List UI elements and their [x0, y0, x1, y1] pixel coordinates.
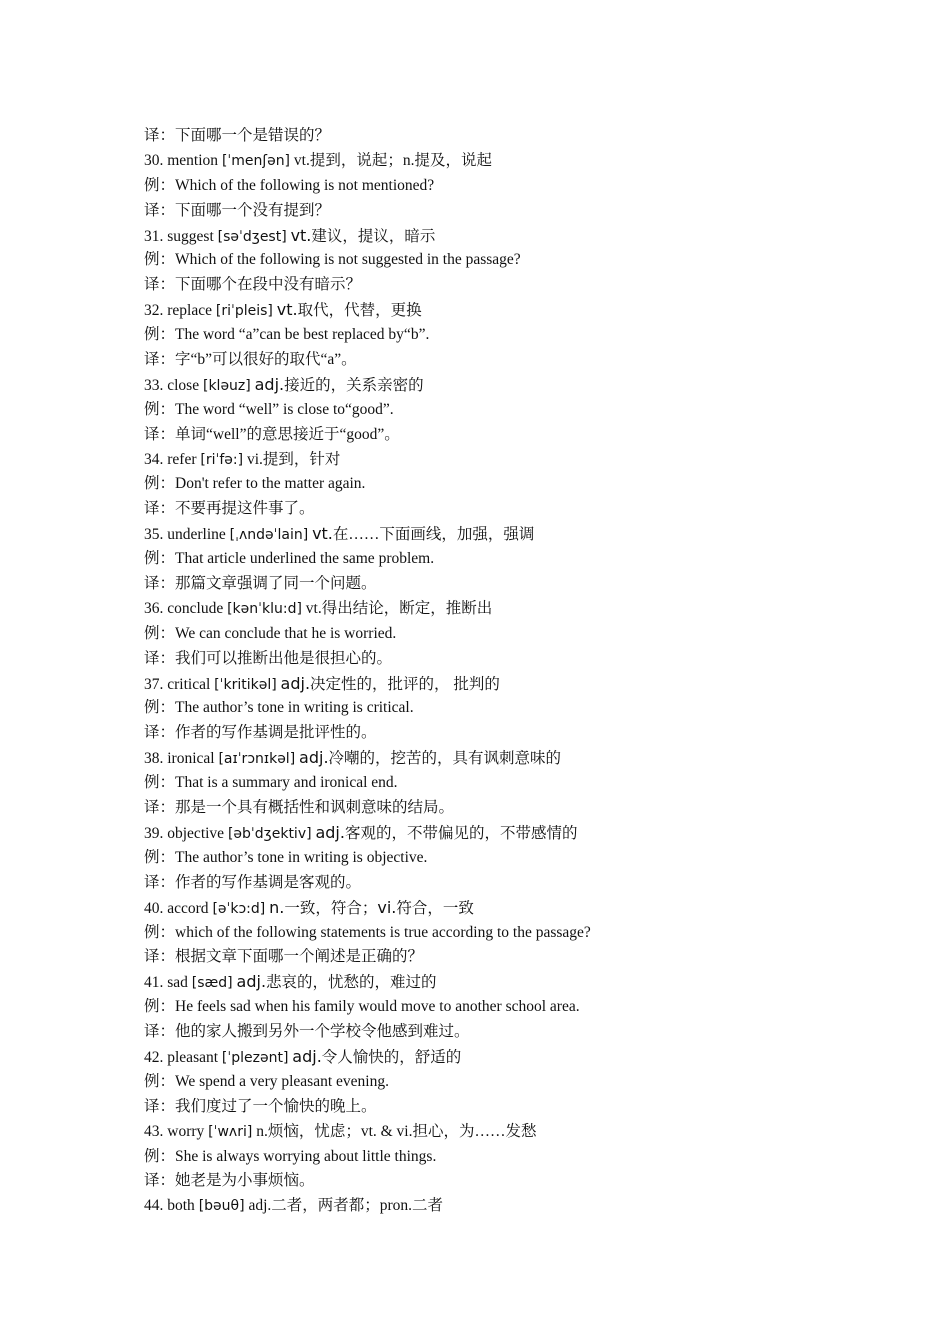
translation-line — [144, 124, 844, 149]
line-text: 客观的，不带偏见的，不带感情的 — [344, 824, 578, 842]
phonetic-text: [bəuθ] — [198, 1198, 245, 1215]
example-sentence-line — [144, 398, 844, 423]
line-text: 在……下面画线，加强，强调 — [332, 526, 535, 544]
line-text: 例：She is always worrying about little things. — [144, 1147, 437, 1165]
line-text: 34. refer — [144, 450, 201, 468]
example-sentence-line — [144, 846, 844, 871]
line-text: 令人愉快的，舒适的 — [321, 1048, 462, 1066]
line-text: vi.提到，针对 — [243, 450, 341, 468]
line-text: 取代，代替，更换 — [297, 302, 422, 320]
part-of-speech: adj. — [254, 374, 285, 394]
translation-line — [144, 423, 844, 448]
part-of-speech: n. — [269, 897, 285, 917]
phonetic-text: [əˈkɔ:d] — [212, 900, 266, 917]
phonetic-text: [ˌʌndəˈlain] — [229, 527, 309, 544]
example-sentence-line — [144, 1145, 844, 1170]
line-text: 例：The author’s tone in writing is objective. — [144, 848, 428, 866]
line-text: 33. close — [144, 376, 203, 394]
line-text: 译：我们度过了一个愉快的晚上。 — [144, 1097, 377, 1115]
line-text: 译：不要再提这件事了。 — [144, 500, 315, 518]
phonetic-text: [aɪˈrɔnɪkəl] — [218, 751, 296, 768]
line-text: 建议，提议，暗示 — [311, 227, 436, 245]
line-text: 例：That is a summary and ironical end. — [144, 774, 398, 792]
translation-line — [144, 796, 844, 821]
example-sentence-line — [144, 174, 844, 199]
part-of-speech: adj. — [299, 748, 329, 768]
translation-line — [144, 273, 844, 298]
example-sentence-line — [144, 696, 844, 721]
vocab-entry-line — [144, 597, 844, 622]
line-text: 译：她老是为小事烦恼。 — [144, 1172, 315, 1190]
part-of-speech: adj. — [236, 972, 267, 992]
vocab-entry-line — [144, 224, 844, 249]
example-sentence-line — [144, 248, 844, 273]
line-text: 32. replace — [144, 302, 216, 320]
line-text: 43. worry — [144, 1122, 209, 1140]
line-text: 例：We spend a very pleasant evening. — [144, 1072, 389, 1090]
line-text: 译：字“b”可以很好的取代“a”。 — [144, 351, 357, 369]
line-text: 接近的，关系亲密的 — [284, 376, 424, 394]
line-text: 译：那篇文章强调了同一个问题。 — [144, 575, 377, 593]
line-text: n.烦恼，忧虑；vt. & vi.担心，为……发愁 — [252, 1122, 537, 1140]
translation-line — [144, 572, 844, 597]
phonetic-text: [ˈplezənt] — [221, 1049, 289, 1066]
vocab-entry-line — [144, 448, 844, 473]
line-text: 译：单词“well”的意思接近于“good”。 — [144, 425, 400, 443]
vocab-entry-line — [144, 149, 844, 174]
example-sentence-line — [144, 323, 844, 348]
line-text: 例：Don't refer to the matter again. — [144, 475, 366, 493]
line-text: adj.二者，两者都；pron.二者 — [244, 1197, 444, 1215]
phonetic-text: [kləuz] — [202, 377, 251, 394]
line-text: 译：下面哪一个是错误的？ — [144, 127, 331, 144]
translation-line — [144, 1020, 844, 1045]
part-of-speech: adj. — [315, 822, 345, 842]
part-of-speech: vt. — [312, 524, 333, 544]
part-of-speech: vt. — [276, 300, 298, 320]
example-sentence-line — [144, 622, 844, 647]
example-sentence-line — [144, 771, 844, 796]
vocab-entry-line — [144, 896, 844, 921]
line-text: vt.提到，说起；n.提及，说起 — [290, 151, 492, 169]
translation-line — [144, 348, 844, 373]
phonetic-text: [əbˈdʒektiv] — [227, 825, 312, 842]
line-text: 41. sad — [144, 974, 192, 992]
line-text: 译：下面哪个在段中没有暗示？ — [144, 276, 362, 294]
translation-line — [144, 497, 844, 522]
phonetic-text: [ˈwʌri] — [208, 1123, 253, 1140]
line-text: 37. critical — [144, 675, 215, 693]
line-text: 44. both — [144, 1197, 199, 1215]
line-text: 例：The author’s tone in writing is critical. — [144, 699, 414, 717]
example-sentence-line — [144, 921, 844, 946]
line-text: 例：Which of the following is not mentioned? — [144, 176, 435, 194]
phonetic-text: [ˈmenʃən] — [221, 152, 291, 169]
line-text: 31. suggest — [144, 227, 218, 245]
line-text: 例：which of the following statements is true according to the passage? — [144, 923, 591, 941]
phonetic-text: [riˈpleis] — [215, 303, 273, 320]
line-text: 例：The word “a”can be best replaced by“b”. — [144, 326, 430, 344]
translation-line — [144, 1095, 844, 1120]
vocab-entry-line — [144, 1045, 844, 1070]
line-text: 译：我们可以推断出他是很担心的。 — [144, 649, 393, 667]
translation-line — [144, 199, 844, 224]
line-text: 译：下面哪一个没有提到？ — [144, 201, 331, 219]
part-of-speech: vi. — [377, 897, 397, 917]
vocab-entry-line — [144, 522, 844, 547]
part-of-speech: adj. — [280, 673, 311, 693]
translation-line — [144, 1169, 844, 1194]
line-text: 译：作者的写作基调是批评性的。 — [144, 724, 377, 742]
translation-line — [144, 647, 844, 672]
vocabulary-list — [144, 124, 844, 1219]
example-sentence-line — [144, 1070, 844, 1095]
line-text: 例：Which of the following is not suggested in the passage? — [144, 251, 521, 269]
phonetic-text: [riˈfə:] — [200, 451, 244, 468]
translation-line — [144, 721, 844, 746]
example-sentence-line — [144, 472, 844, 497]
line-text: 译：根据文章下面哪一个阐述是正确的？ — [144, 948, 424, 966]
phonetic-text: [kənˈklu:d] — [227, 600, 302, 617]
vocab-entry-line — [144, 672, 844, 697]
line-text: 冷嘲的，挖苦的，具有讽刺意味的 — [328, 750, 562, 768]
line-text: vt.得出结论，断定，推断出 — [301, 599, 493, 617]
line-text: 例：We can conclude that he is worried. — [144, 624, 397, 642]
phonetic-text: [ˈkritikəl] — [214, 676, 277, 693]
vocab-entry-line — [144, 373, 844, 398]
translation-line — [144, 945, 844, 970]
line-text: 译：他的家人搬到另外一个学校令他感到难过。 — [144, 1023, 470, 1041]
line-text: 30. mention — [144, 151, 222, 169]
line-text: 42. pleasant — [144, 1048, 222, 1066]
vocab-entry-line — [144, 298, 844, 323]
line-text: 例：He feels sad when his family would move to another school area. — [144, 998, 580, 1016]
line-text: 符合，一致 — [396, 899, 474, 917]
line-text: 例：That article underlined the same problem. — [144, 550, 435, 568]
part-of-speech: adj. — [292, 1046, 322, 1066]
vocab-entry-line — [144, 1120, 844, 1145]
line-text: 一致，符合； — [284, 899, 378, 917]
line-text: 决定性的，批评的， 批判的 — [310, 675, 500, 693]
line-text: 36. conclude — [144, 599, 228, 617]
vocab-entry-line — [144, 970, 844, 995]
line-text: 38. ironical — [144, 750, 219, 768]
line-text: 39. objective — [144, 824, 228, 842]
part-of-speech: vt. — [290, 225, 312, 245]
line-text: 译：那是一个具有概括性和讽刺意味的结局。 — [144, 799, 455, 817]
phonetic-text: [sæd] — [191, 975, 233, 992]
line-text: 译：作者的写作基调是客观的。 — [144, 873, 362, 891]
example-sentence-line — [144, 547, 844, 572]
vocab-entry-line — [144, 1194, 844, 1219]
vocab-entry-line — [144, 746, 844, 771]
line-text: 40. accord — [144, 899, 213, 917]
vocab-entry-line — [144, 821, 844, 846]
line-text: 悲哀的，忧愁的，难过的 — [266, 974, 437, 992]
example-sentence-line — [144, 995, 844, 1020]
translation-line — [144, 871, 844, 896]
line-text: 例：The word “well” is close to“good”. — [144, 400, 394, 418]
line-text: 35. underline — [144, 526, 230, 544]
phonetic-text: [səˈdʒest] — [217, 228, 287, 245]
